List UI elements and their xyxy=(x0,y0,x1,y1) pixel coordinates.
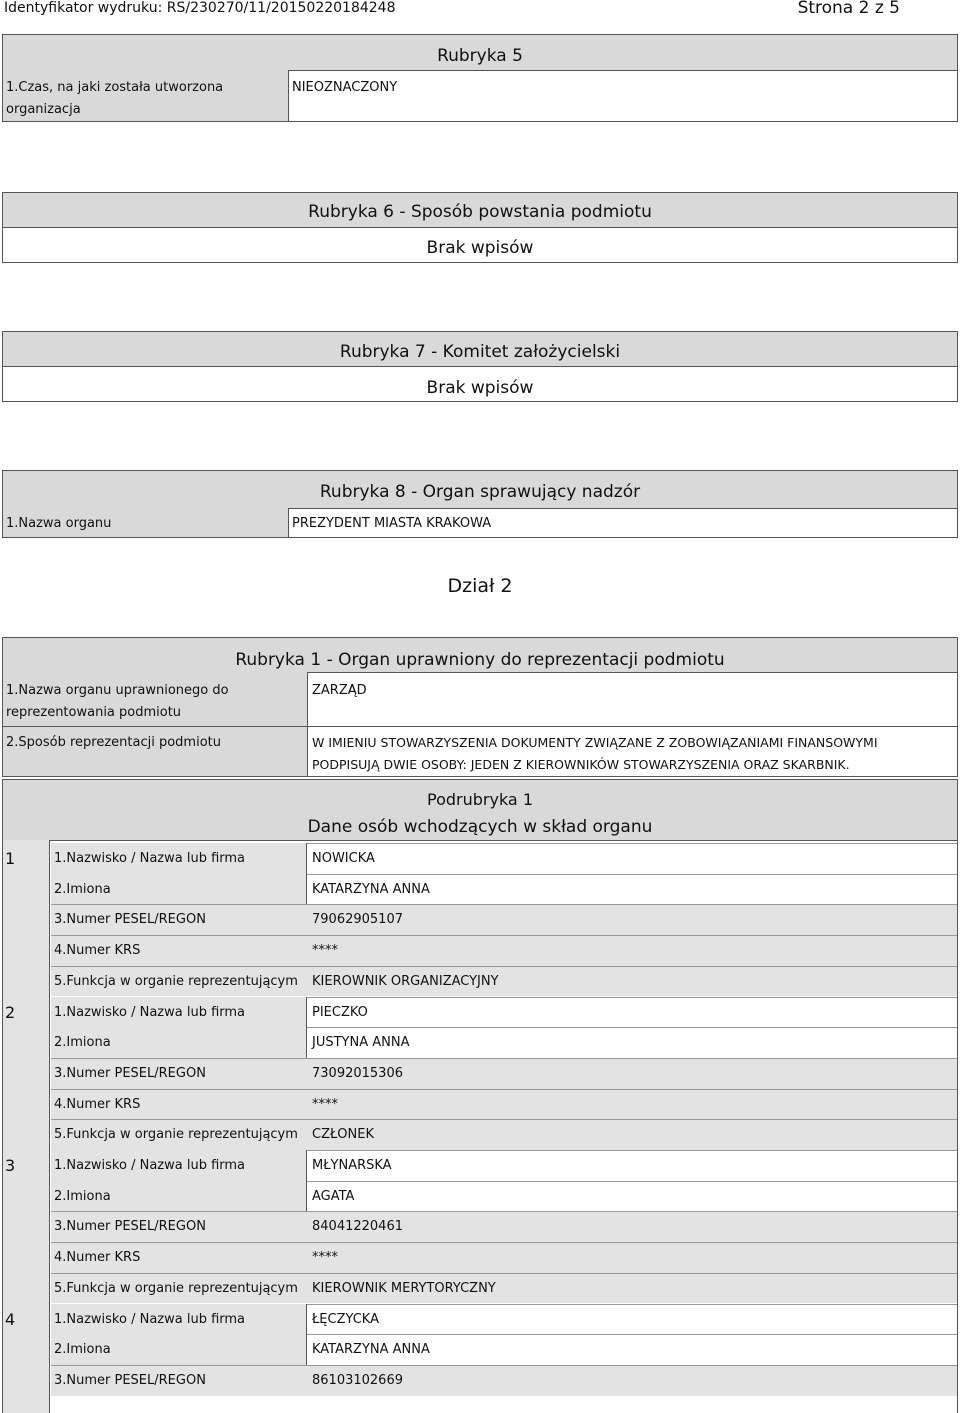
page-number: Strona 2 z 5 xyxy=(797,0,900,18)
person-field-label-krs: 4.Numer KRS xyxy=(54,1096,141,1112)
table-right-border xyxy=(957,840,958,1413)
person-number: 2 xyxy=(5,1002,16,1022)
rubryka-1-name-label-line1: 1.Nazwa organu uprawnionego do xyxy=(6,683,229,698)
person-field-label-names: 2.Imiona xyxy=(54,1342,111,1358)
rubryka-8-title: Rubryka 8 - Organ sprawujący nadzór xyxy=(319,482,641,502)
person-field-value-surname: PIECZKO xyxy=(312,1004,368,1020)
person-field-value-names: KATARZYNA ANNA xyxy=(312,1342,430,1358)
rubryka-8-value: PREZYDENT MIASTA KRAKOWA xyxy=(292,516,492,531)
rubryka-1-title: Rubryka 1 - Organ uprawniony do reprezentacji podmiotu xyxy=(235,650,725,670)
rubryka-1-name-value: ZARZĄD xyxy=(312,683,367,698)
person-field-value-function: CZŁONEK xyxy=(312,1127,374,1143)
person-row xyxy=(51,1242,957,1273)
person-row xyxy=(51,935,957,966)
person-field-label-names: 2.Imiona xyxy=(54,1188,111,1204)
person-number: 1 xyxy=(5,849,16,868)
rubryka-6-empty: Brak wpisów xyxy=(426,238,534,258)
person-field-value-surname: MŁYNARSKA xyxy=(312,1158,392,1173)
person-field-label-surname: 1.Nazwisko / Nazwa lub firma xyxy=(54,1158,246,1173)
person-number: 4 xyxy=(5,1309,16,1329)
rubryka-7-title: Rubryka 7 - Komitet założycielski xyxy=(339,342,621,362)
person-field-value-krs: **** xyxy=(312,1096,338,1112)
person-field-label-krs: 4.Numer KRS xyxy=(54,943,141,959)
person-field-value-names: KATARZYNA ANNA xyxy=(312,881,430,897)
person-field-label-surname: 1.Nazwisko / Nazwa lub firma xyxy=(54,1311,246,1327)
rubryka-1-divider xyxy=(2,726,308,727)
person-field-label-surname: 1.Nazwisko / Nazwa lub firma xyxy=(54,1004,246,1020)
person-field-value-pesel: 73092015306 xyxy=(312,1065,403,1081)
person-field-value-surname: NOWICKA xyxy=(312,851,375,866)
person-field-label-function: 5.Funkcja w organie reprezentującym xyxy=(54,1280,298,1296)
person-field-label-pesel: 3.Numer PESEL/REGON xyxy=(54,1219,206,1235)
person-field-label-function: 5.Funkcja w organie reprezentującym xyxy=(54,1127,298,1143)
person-field-label-names: 2.Imiona xyxy=(54,1035,111,1051)
podrubryka-title: Podrubryka 1 xyxy=(427,790,533,809)
rubryka-1-method-label: 2.Sposób reprezentacji podmiotu xyxy=(6,735,221,750)
person-field-label-pesel: 3.Numer PESEL/REGON xyxy=(54,912,206,928)
person-field-value-krs: **** xyxy=(312,943,338,959)
rubryka-5-label-line2: organizacja xyxy=(6,102,81,117)
person-field-label-function: 5.Funkcja w organie reprezentującym xyxy=(54,973,298,989)
rubryka-1-method-line2: PODPISUJĄ DWIE OSOBY: JEDEN Z KIEROWNIKÓW STOWARZYSZENIA ORAZ SKARBNIK. xyxy=(312,757,850,772)
rubryka-1-method-line1: W IMIENIU STOWARZYSZENIA DOKUMENTY ZWIĄZANE Z ZOBOWIĄZANIAMI FINANSOWYMI xyxy=(312,735,878,750)
rubryka-8-label: 1.Nazwa organu xyxy=(6,516,112,531)
person-field-value-function: KIEROWNIK ORGANIZACYJNY xyxy=(312,973,499,989)
rubryka-7-empty: Brak wpisów xyxy=(426,378,534,398)
person-field-value-krs: **** xyxy=(312,1250,338,1266)
person-field-value-names: JUSTYNA ANNA xyxy=(312,1035,410,1051)
rubryka-6-title: Rubryka 6 - Sposób powstania podmiotu xyxy=(308,202,652,222)
rubryka-5-label-line1: 1.Czas, na jaki została utworzona xyxy=(6,80,224,95)
person-field-value-pesel: 84041220461 xyxy=(312,1219,403,1235)
person-number: 3 xyxy=(5,1156,16,1175)
person-row xyxy=(51,1089,957,1120)
person-field-value-function: KIEROWNIK MERYTORYCZNY xyxy=(312,1280,496,1296)
person-field-value-surname: ŁĘCZYCKA xyxy=(312,1311,379,1327)
rubryka-1-name-label-line2: reprezentowania podmiotu xyxy=(6,705,182,720)
rubryka-5-value: NIEOZNACZONY xyxy=(292,80,398,95)
rubryka-5-title: Rubryka 5 xyxy=(437,46,523,66)
podrubryka-subtitle: Dane osób wchodzących w skład organu xyxy=(307,817,653,837)
person-field-label-names: 2.Imiona xyxy=(54,881,111,897)
print-identifier: Identyfikator wydruku: RS/230270/11/20150220184248 xyxy=(4,0,396,16)
person-field-label-surname: 1.Nazwisko / Nazwa lub firma xyxy=(54,851,246,866)
person-field-value-names: AGATA xyxy=(312,1188,355,1204)
person-field-value-pesel: 86103102669 xyxy=(312,1372,403,1388)
person-field-label-krs: 4.Numer KRS xyxy=(54,1250,141,1266)
person-field-label-pesel: 3.Numer PESEL/REGON xyxy=(54,1065,206,1081)
rubryka-1-name-cell xyxy=(307,672,957,726)
person-field-label-pesel: 3.Numer PESEL/REGON xyxy=(54,1372,206,1388)
section-title: Dział 2 xyxy=(447,575,513,597)
person-field-value-pesel: 79062905107 xyxy=(312,912,403,928)
